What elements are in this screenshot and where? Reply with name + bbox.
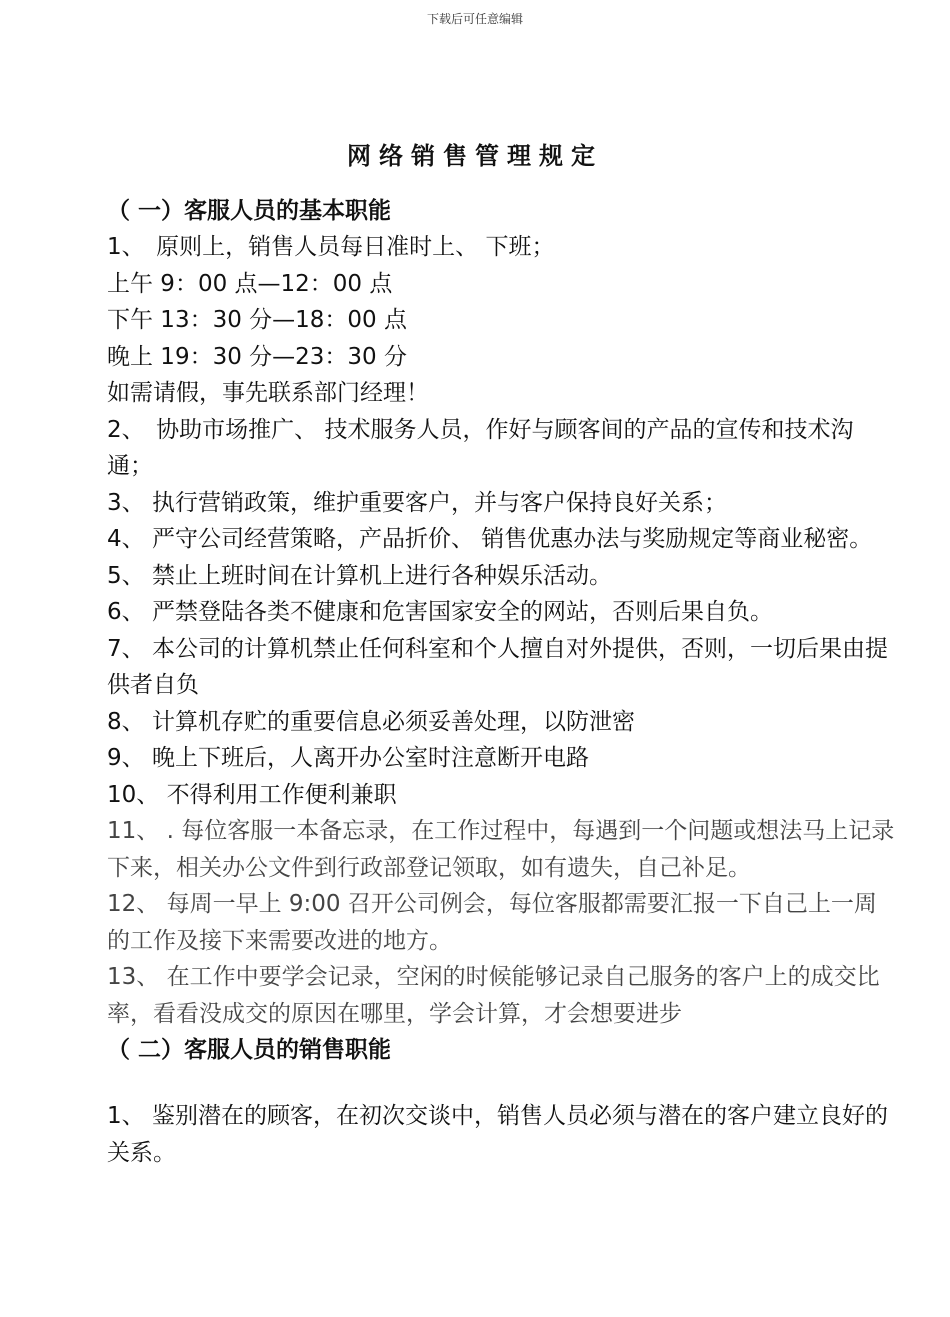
page-header: 下载后可任意编辑 bbox=[426, 12, 523, 26]
document-body bbox=[107, 193, 897, 1171]
rule-item-2: 2、 协助市场推广、 技术服务人员，作好与顾客间的产品的宣传和技术沟通； bbox=[107, 416, 854, 479]
rule-item-10: 10、 不得利用工作便利兼职 bbox=[107, 781, 397, 808]
rule-leave-request: 如需请假，事先联系部门经理！ bbox=[107, 380, 429, 406]
rule-item-11: 11、 . 每位客服一本备忘录，在工作过程中，每遇到一个问题或想法马上记录下来，相关办公文件到行政部登记领取，如有遗失，自己补足。 bbox=[107, 818, 895, 881]
rule-item-6: 6、 严禁登陆各类不健康和危害国家安全的网站，否则后果自负。 bbox=[107, 599, 773, 625]
sales-item-1: 1、 鉴别潜在的顾客，在初次交谈中，销售人员必须与潜在的客户建立良好的关系。 bbox=[107, 1103, 888, 1166]
rule-item-5: 5、 禁止上班时间在计算机上进行各种娱乐活动。 bbox=[107, 562, 612, 589]
rule-item-7: 7、 本公司的计算机禁止任何科室和个人擅自对外提供，否则，一切后果由提供者自负 bbox=[107, 635, 888, 698]
rule-item-8: 8、 计算机存贮的重要信息必须妥善处理，以防泄密 bbox=[107, 708, 635, 735]
rule-work-hours: 1、 原则上，销售人员每日准时上、 下班； bbox=[107, 234, 555, 260]
rule-item-12: 12、 每周一早上 9:00 召开公司例会，每位客服都需要汇报一下自己上一周的工作及接下来需要改进的地方。 bbox=[107, 891, 877, 954]
section-heading-basic-duties: （ 一）客服人员的基本职能 bbox=[107, 198, 392, 224]
document-title: 网络销售管理规定 bbox=[347, 142, 603, 170]
rule-item-3: 3、 执行营销政策，维护重要客户，并与客户保持良好关系； bbox=[107, 489, 727, 516]
schedule-morning: 上午 9：00 点—12：00 点 bbox=[107, 270, 393, 297]
rule-item-9: 9、 晚上下班后，人离开办公室时注意断开电路 bbox=[107, 745, 589, 771]
rule-item-13: 13、 在工作中要学会记录，空闲的时候能够记录自己服务的客户上的成交比率，看看没成交的原因在哪里，学会计算，才会想要进步 bbox=[107, 964, 880, 1027]
schedule-evening: 晚上 19：30 分—23：30 分 bbox=[107, 343, 407, 370]
section-heading-sales-duties: （ 二）客服人员的销售职能 bbox=[107, 1037, 392, 1063]
rule-item-4: 4、 严守公司经营策略，产品折价、 销售优惠办法与奖励规定等商业秘密。 bbox=[107, 526, 873, 552]
section-spacer bbox=[107, 1068, 897, 1098]
schedule-afternoon: 下午 13：30 分—18：00 点 bbox=[107, 307, 407, 333]
